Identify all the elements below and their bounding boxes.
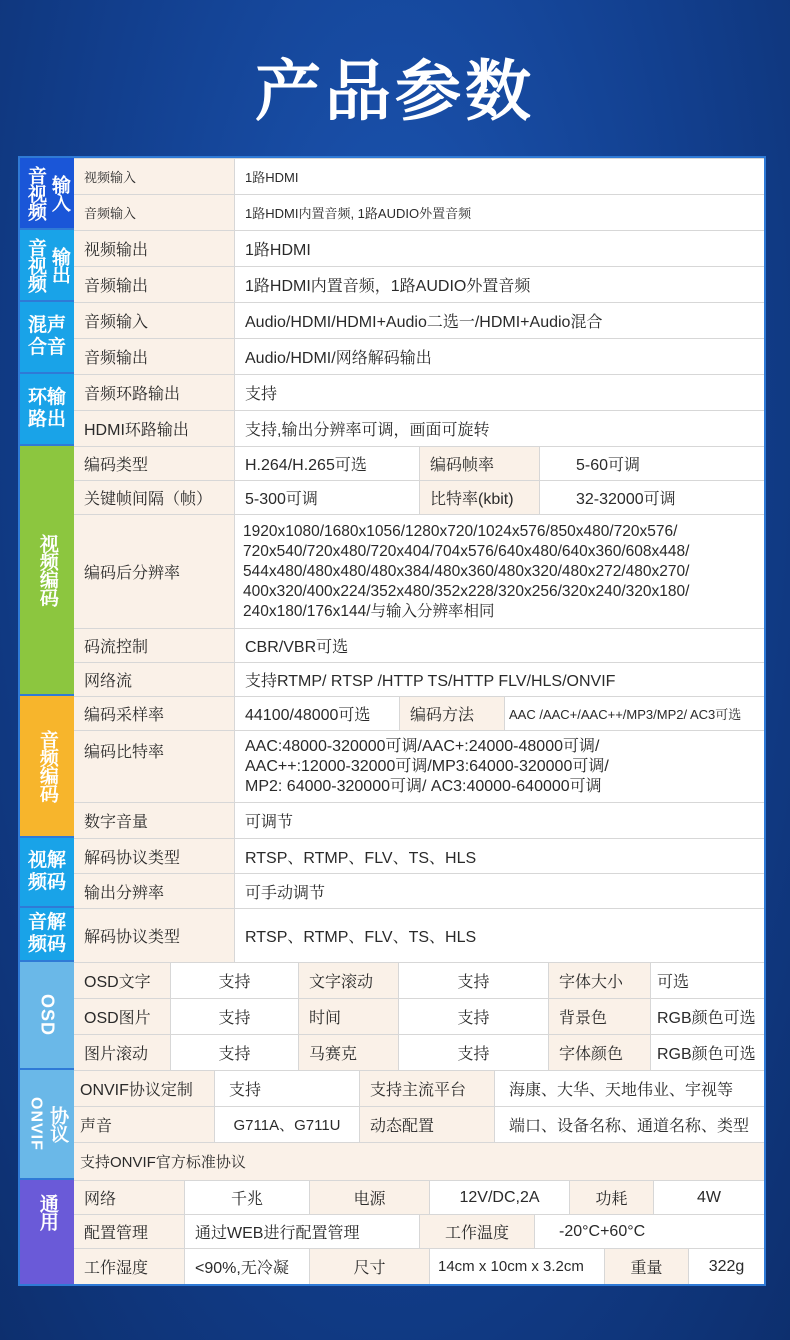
group-label-av-output: 音视频 输出	[20, 230, 74, 300]
table-row: HDMI环路输出 支持,输出分辨率可调，画面可旋转	[74, 410, 764, 446]
group-label-audio-mix: 混声 合音	[20, 302, 74, 372]
table-row: 编码类型 H.264/H.265可选 编码帧率 5-60可调	[74, 446, 764, 480]
table-row: 声音 G711A、G711U 动态配置 端口、设备名称、通道名称、类型	[74, 1106, 764, 1142]
table-row: 配置管理 通过WEB进行配置管理 工作温度 -20°C+60°C	[74, 1214, 764, 1248]
group-video-decode	[20, 838, 764, 908]
group-label-general: 通用	[20, 1180, 74, 1284]
group-onvif	[20, 1070, 764, 1180]
group-av-input	[20, 158, 764, 230]
group-label-video-decode: 视解 频码	[20, 838, 74, 906]
group-osd	[20, 962, 764, 1070]
table-row: 数字音量 可调节	[74, 802, 764, 838]
group-audio-mix	[20, 302, 764, 374]
table-row: 音频环路输出 支持	[74, 374, 764, 410]
table-row: OSD文字 支持 文字滚动 支持 字体大小 可选	[74, 962, 764, 998]
table-row: 网络流 支持RTMP/ RTSP /HTTP TS/HTTP FLV/HLS/ONVIF	[74, 662, 764, 696]
table-row: 图片滚动 支持 马赛克 支持 字体颜色 RGB颜色可选	[74, 1034, 764, 1070]
group-audio-decode	[20, 908, 764, 962]
table-row: 解码协议类型 RTSP、RTMP、FLV、TS、HLS	[74, 908, 764, 962]
table-row: 音频输出 1路HDMI内置音频，1路AUDIO外置音频	[74, 266, 764, 302]
table-row: 网络 千兆 电源 12V/DC,2A 功耗 4W	[74, 1180, 764, 1214]
group-video-encode	[20, 446, 764, 696]
group-label-audio-encode: 音频编码	[20, 696, 74, 836]
table-row: ONVIF协议定制 支持 支持主流平台 海康、大华、天地伟业、宇视等	[74, 1070, 764, 1106]
table-row: OSD图片 支持 时间 支持 背景色 RGB颜色可选	[74, 998, 764, 1034]
group-label-video-encode: 视频编码	[20, 446, 74, 694]
spec-table	[18, 156, 766, 1286]
group-label-osd: OSD	[20, 962, 74, 1068]
table-row: 编码后分辨率 1920x1080/1680x1056/1280x720/1024x576/850x480/720x576/ 720x540/720x480/720x404/704x576/640x480/640x360/608x448/ 544x480/480x480/480x384/480x360/480x320/480x272/480x270/ 400x320/400x224/352x480/352x228/320x256/320x240/320x180/ 240x180/176x144/与输入分辨率相同	[74, 514, 764, 628]
group-label-audio-decode: 音解 频码	[20, 908, 74, 960]
page-title: 产品参数	[255, 53, 535, 130]
table-row: 输出分辨率 可手动调节	[74, 873, 764, 908]
table-row: 编码比特率 AAC:48000-320000可调/AAC+:24000-48000可调/ AAC++:12000-32000可调/MP3:64000-320000可调/ MP2: 64000-320000可调/ AC3:40000-640000可调	[74, 730, 764, 802]
table-row: 编码采样率 44100/48000可选 编码方法 AAC /AAC+/AAC++/MP3/MP2/ AC3可选	[74, 696, 764, 730]
group-label-loop-output: 环输 路出	[20, 374, 74, 444]
group-audio-encode	[20, 696, 764, 838]
table-row: 支持ONVIF官方标准协议	[74, 1142, 764, 1180]
group-label-onvif: ONVIF 协议	[20, 1070, 74, 1178]
table-row: 音频输出 Audio/HDMI/网络解码输出	[74, 338, 764, 374]
table-row: 关键帧间隔（帧） 5-300可调 比特率(kbit) 32-32000可调	[74, 480, 764, 514]
table-row: 音频输入 1路HDMI内置音频, 1路AUDIO外置音频	[74, 194, 764, 230]
group-label-av-input: 音视频 输入	[20, 158, 74, 228]
table-row: 视频输出 1路HDMI	[74, 230, 764, 266]
table-row: 工作湿度 <90%,无冷凝 尺寸 14cm x 10cm x 3.2cm 重量 322g	[74, 1248, 764, 1284]
table-row: 视频输入 1路HDMI	[74, 158, 764, 194]
table-row: 码流控制 CBR/VBR可选	[74, 628, 764, 662]
group-loop-output	[20, 374, 764, 446]
group-general	[20, 1180, 764, 1284]
table-row: 音频输入 Audio/HDMI/HDMI+Audio二选一/HDMI+Audio混合	[74, 302, 764, 338]
table-row: 解码协议类型 RTSP、RTMP、FLV、TS、HLS	[74, 838, 764, 873]
group-av-output	[20, 230, 764, 302]
